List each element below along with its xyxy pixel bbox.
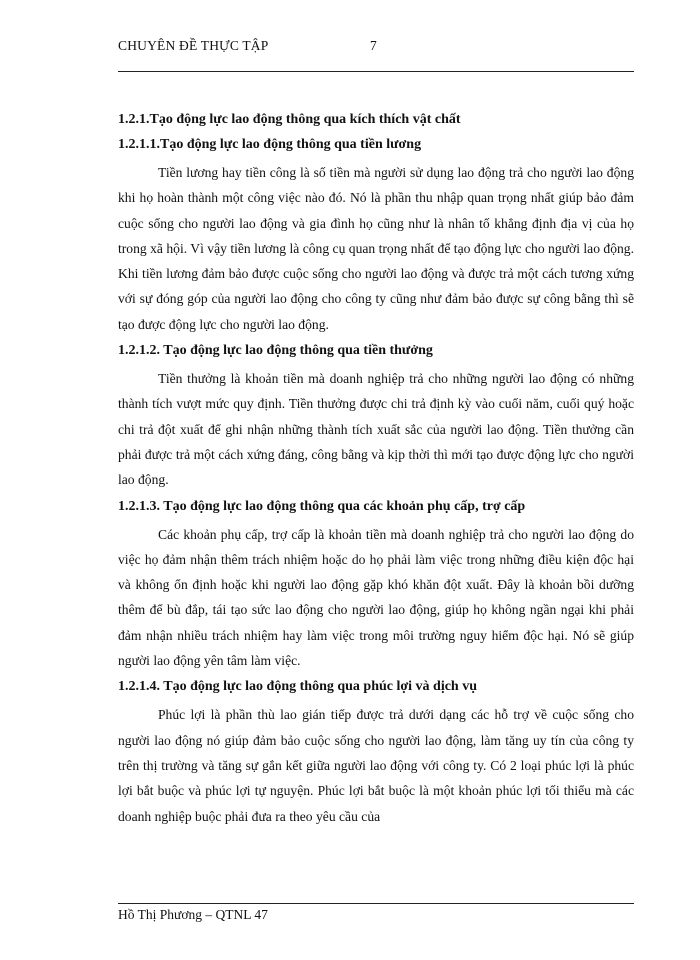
footer-author: Hồ Thị Phương – QTNL 47 (118, 907, 268, 922)
header-title: CHUYÊN ĐỀ THỰC TẬP (118, 38, 269, 53)
page-number: 7 (370, 38, 377, 53)
heading-1-2-1: 1.2.1.Tạo động lực lao động thông qua kích thích vật chất (118, 112, 461, 127)
footer-divider (118, 903, 634, 904)
paragraph-phuc-loi: Phúc lợi là phần thù lao gián tiếp được trả dưới dạng các hỗ trợ về cuộc sống cho người lao động nó giúp đảm bảo cuộc sống cho người lao động, làm tăng uy tín của công ty trên thị trường và tăng sự gắn kết giữa người lao động với công ty. Có 2 loại phúc lợi là phúc lợi bắt buộc và phúc lợi tự nguyện. Phúc lợi bắt buộc là một khoản phúc lợi tối thiểu mà các doanh nghiệp buộc phải đưa ra theo yêu cầu của (118, 707, 634, 824)
header-divider (118, 71, 634, 72)
paragraph-phu-cap: Các khoản phụ cấp, trợ cấp là khoản tiền mà doanh nghiệp trả cho người lao động do việc họ đảm nhận thêm trách nhiệm hoặc do họ phải làm việc trong những điều kiện độc hại và không ổn định hoặc khi người lao động gặp khó khăn đột xuất. Đây là khoản bồi dưỡng thêm để bù đắp, tái tạo sức lao động cho người lao động, giúp họ không ngần ngại khi phải đảm nhận nhiều trách nhiệm hay làm việc trong môi trường nguy hiểm độc hại. Nó sẽ giúp người lao động yên tâm làm việc. (118, 526, 634, 669)
paragraph-tien-thuong: Tiền thưởng là khoản tiền mà doanh nghiệp trả cho những người lao động có những thành tích vượt mức quy định. Tiền thưởng được chi trả định kỳ vào cuối năm, cuối quý hoặc chi trả đột xuất để ghi nhận những thành tích xuất sắc của người lao động. Tiền thưởng cần phải được trả một cách xứng đáng, công bằng và kịp thời thì mới tạo được động lực cho người lao động. (118, 371, 634, 488)
heading-1-2-1-1: 1.2.1.1.Tạo động lực lao động thông qua tiền lương (118, 137, 422, 152)
heading-1-2-1-2: 1.2.1.2. Tạo động lực lao động thông qua tiền thưởng (118, 343, 433, 359)
heading-1-2-1-4: 1.2.1.4. Tạo động lực lao động thông qua phúc lợi và dịch vụ (118, 679, 477, 695)
document-body (118, 108, 634, 829)
page-header (118, 38, 634, 72)
heading-1-2-1-3: 1.2.1.3. Tạo động lực lao động thông qua các khoản phụ cấp, trợ cấp (118, 498, 526, 514)
paragraph-tien-luong: Tiền lương hay tiền công là số tiền mà người sử dụng lao động trả cho người lao động khi họ hoàn thành một công việc nào đó. Nó là phần thu nhập quan trọng nhất giúp bảo đảm cuộc sống cho người lao động và gia đình họ cũng như là nhân tố khẳng định địa vị của họ trong xã hội. Vì vậy tiền lương là công cụ quan trọng nhất để tạo động lực cho người lao động. Khi tiền lương đảm bảo được cuộc sống cho người lao động và được trả một cách tương xứng với sự đóng góp của người lao động cho công ty cũng như đảm bảo được sự công bằng thì sẽ tạo được động lực cho người lao động. (118, 165, 634, 332)
